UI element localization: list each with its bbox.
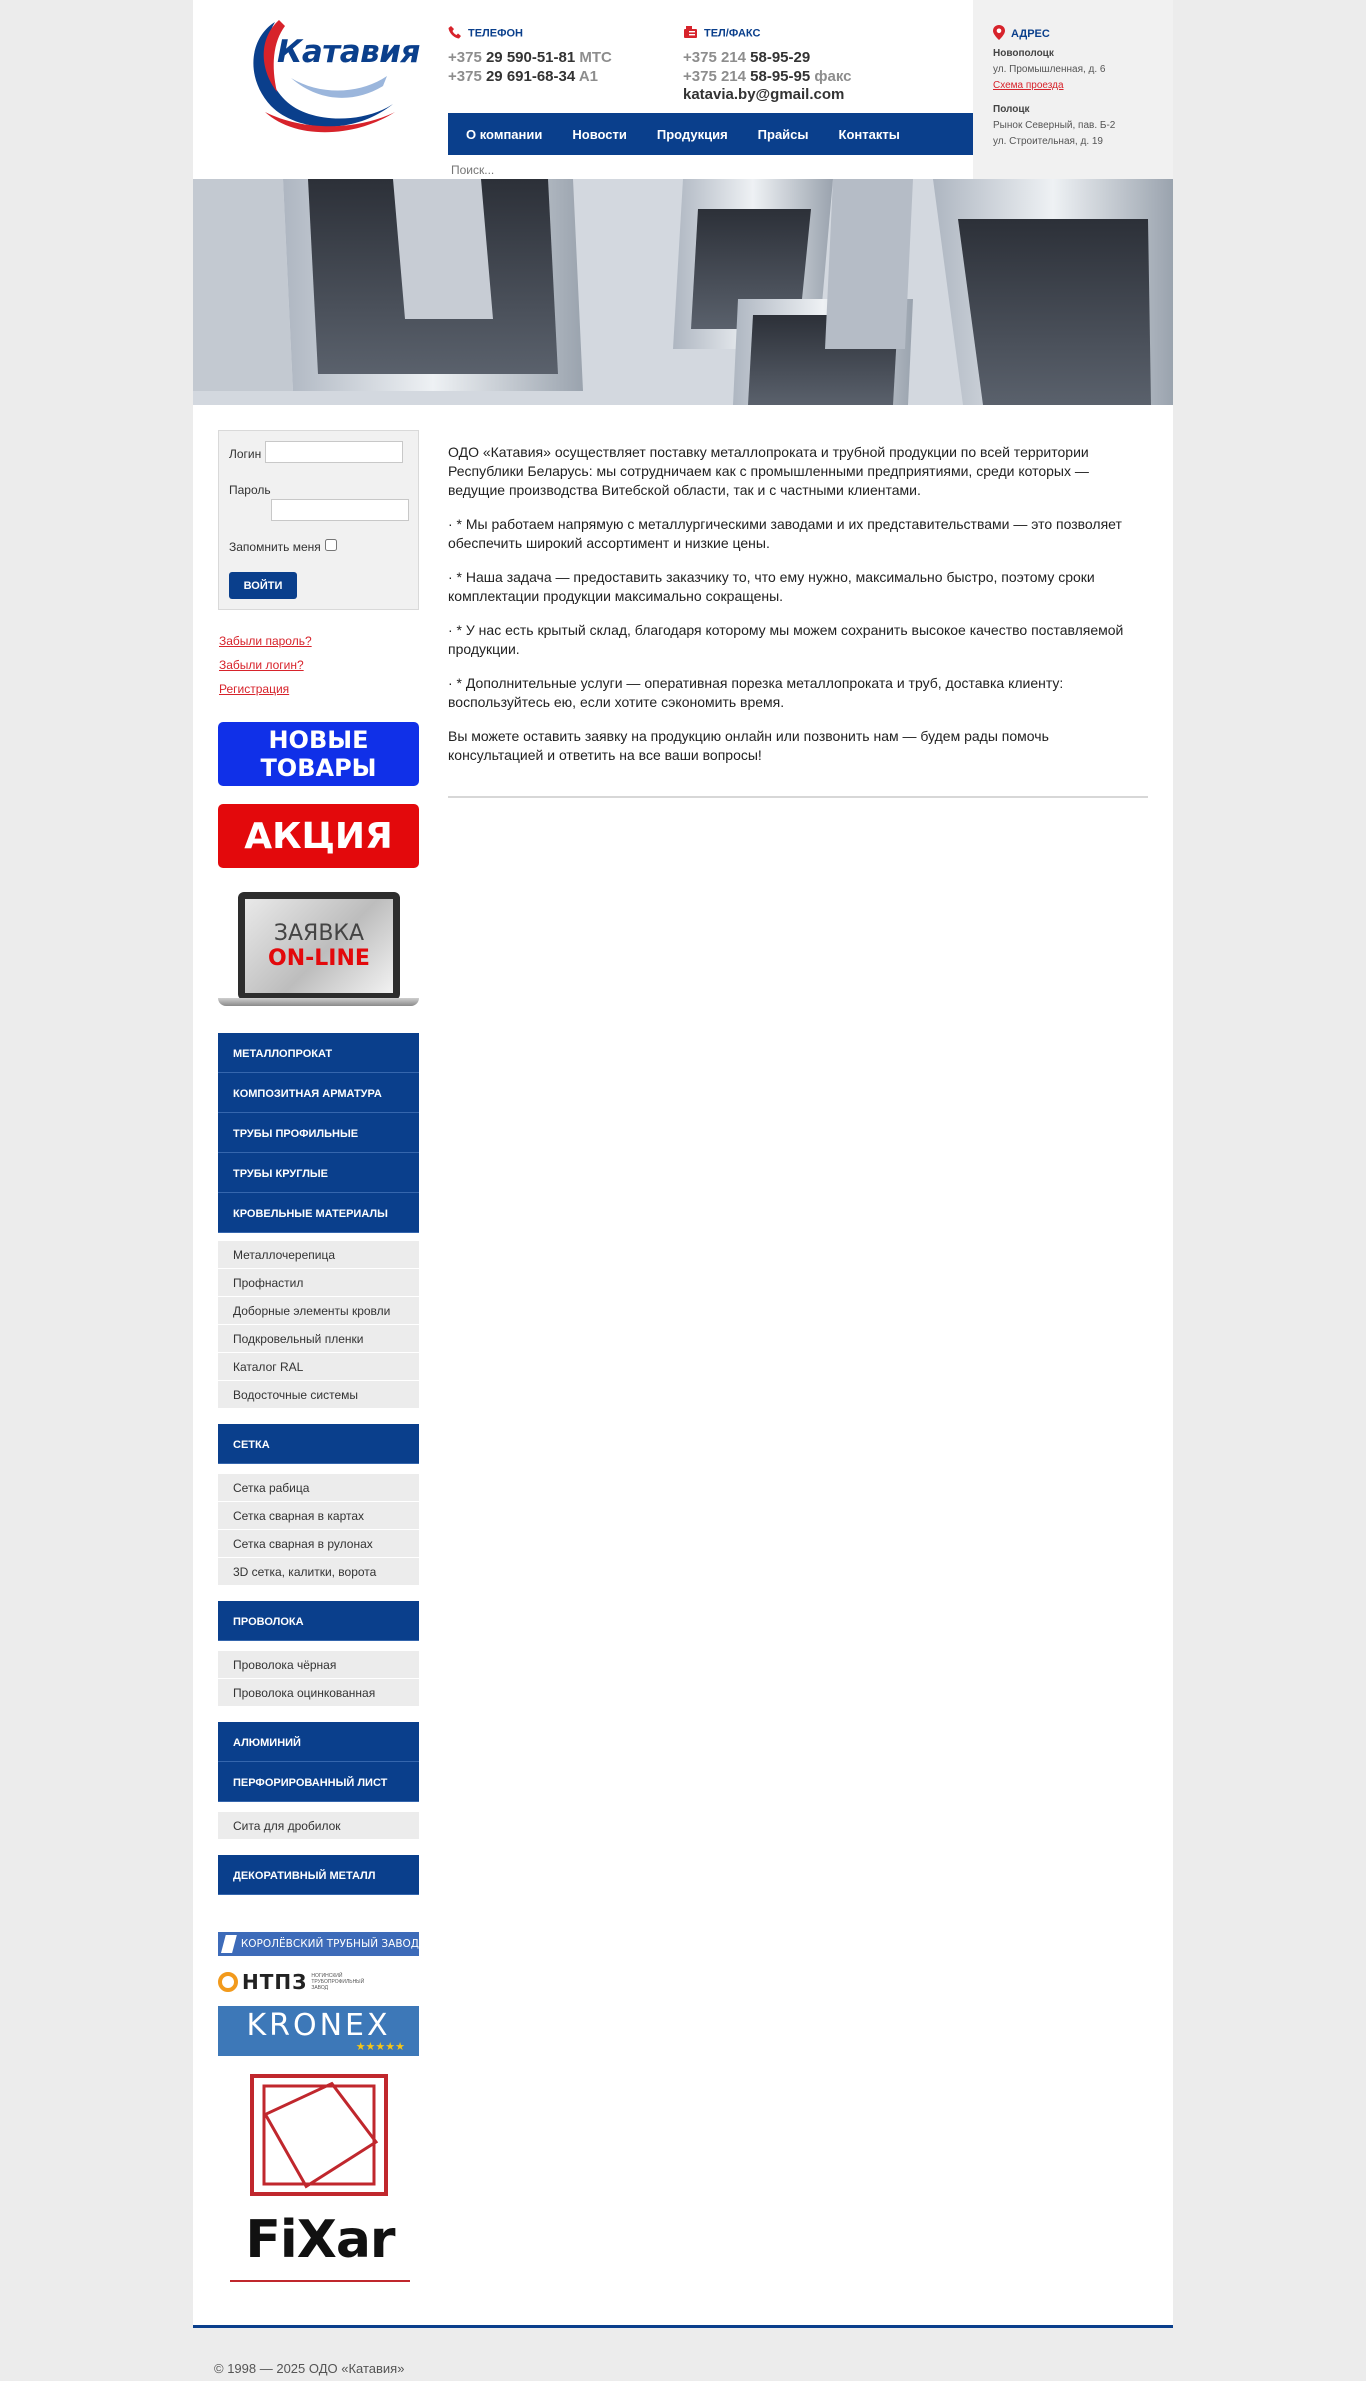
fixar-logo[interactable] xyxy=(218,2070,419,2290)
fixar-text: FiXar xyxy=(245,2210,395,2270)
remember-checkbox[interactable] xyxy=(325,539,337,551)
kronex-stars: ★★★★★ xyxy=(355,2040,405,2053)
ntpz-subtitle: НОГИНСКИЙ ТРУБОПРОФИЛЬНЫЙ ЗАВОД xyxy=(311,1973,365,1991)
online-line-2: ON-LINE xyxy=(268,946,370,971)
telfax-label: ТЕЛ/ФАКС xyxy=(704,27,761,40)
main-content xyxy=(448,443,1148,780)
submenu-item[interactable]: Проволока чёрная xyxy=(218,1651,419,1679)
address-street-2a: Рынок Северный, пав. Б-2 xyxy=(993,120,1116,131)
submenu-item[interactable]: Сетка сварная в картах xyxy=(218,1502,419,1530)
address-street-1: ул. Промышленная, д. 6 xyxy=(993,64,1106,75)
map-link[interactable]: Схема проезда xyxy=(993,80,1064,91)
submenu-item[interactable]: 3D сетка, калитки, ворота xyxy=(218,1558,419,1586)
address-label-row xyxy=(993,25,1050,43)
main-nav xyxy=(448,113,973,155)
address-label: АДРЕС xyxy=(1011,27,1050,40)
login-field[interactable] xyxy=(265,441,403,463)
nav-prices[interactable]: Прайсы xyxy=(757,126,809,142)
submenu-item[interactable]: Сита для дробилок xyxy=(218,1812,419,1840)
phone-operator: A1 xyxy=(578,68,599,85)
menu-roofing[interactable]: КРОВЕЛЬНЫЕ МАТЕРИАЛЫ xyxy=(218,1193,419,1233)
new-goods-line-2: ТОВАРЫ xyxy=(260,754,377,782)
phone-label-row xyxy=(448,25,612,42)
remember-label: Запомнить меня xyxy=(229,540,321,554)
content-divider xyxy=(448,796,1148,798)
telfax-prefix: +375 214 xyxy=(683,68,746,85)
phone-operator: МТС xyxy=(579,49,612,66)
submenu-item[interactable]: Водосточные системы xyxy=(218,1381,419,1409)
phone-line-a1[interactable] xyxy=(448,67,612,86)
login-form xyxy=(218,430,419,610)
telfax-prefix: +375 214 xyxy=(683,49,746,66)
fax-icon xyxy=(683,25,698,42)
address-block xyxy=(973,0,1173,179)
password-field[interactable] xyxy=(271,499,409,521)
phone-number: 29 590-51-81 xyxy=(485,49,576,66)
menu-perforated[interactable]: ПЕРФОРИРОВАННЫЙ ЛИСТ xyxy=(218,1762,419,1802)
submenu-item[interactable]: Металлочерепица xyxy=(218,1241,419,1269)
new-goods-line-1: НОВЫЕ xyxy=(268,726,369,754)
page-sheet xyxy=(193,0,1173,2328)
telfax-block xyxy=(683,25,852,103)
phone-number: 29 691-68-34 xyxy=(485,68,576,85)
register-link[interactable]: Регистрация xyxy=(219,682,290,696)
page xyxy=(193,0,1173,2381)
nav-news[interactable]: Новости xyxy=(572,126,627,142)
ntpz-logo[interactable] xyxy=(218,1970,419,1994)
fax-suffix: факс xyxy=(814,68,852,85)
online-line-1: ЗАЯВКА xyxy=(273,921,365,946)
phone-prefix: +375 xyxy=(448,68,482,85)
content-paragraph: · * Мы работаем напрямую с металлургическими заводами и их представительствами — это позволяет обеспечить широкий ассортимент и низкие цены. xyxy=(448,516,1122,551)
menu-composite-rebar[interactable]: КОМПОЗИТНАЯ АРМАТУРА xyxy=(218,1073,419,1113)
footer-divider xyxy=(193,2325,1173,2328)
content-paragraph: · * Наша задача — предоставить заказчику то, что ему нужно, максимально быстро, поэтому сроки комплектации продукции максимально сокращены. xyxy=(448,569,1095,604)
telfax-line-2[interactable] xyxy=(683,67,852,86)
hero-banner xyxy=(193,179,1173,405)
laptop-screen xyxy=(245,899,393,993)
kronex-logo[interactable] xyxy=(218,2006,419,2056)
nav-products[interactable]: Продукция xyxy=(656,126,728,142)
email-link[interactable]: katavia.by@gmail.com xyxy=(683,86,845,103)
ktz-text: КОРОЛЁВСКИЙ ТРУБНЫЙ ЗАВОД xyxy=(240,1938,419,1950)
menu-round-pipes[interactable]: ТРУБЫ КРУГЛЫЕ xyxy=(218,1153,419,1193)
kronex-text: KRONEX xyxy=(246,2007,391,2043)
menu-decorative-metal[interactable]: ДЕКОРАТИВНЫЙ МЕТАЛЛ xyxy=(218,1855,419,1895)
telfax-number: 58-95-29 xyxy=(750,49,811,66)
map-pin-icon xyxy=(993,25,1005,43)
address-street-2b: ул. Строительная, д. 19 xyxy=(993,136,1103,147)
menu-wire[interactable]: ПРОВОЛОКА xyxy=(218,1601,419,1641)
ktz-icon xyxy=(221,1935,237,1953)
menu-mesh[interactable]: СЕТКА xyxy=(218,1424,419,1464)
submenu-item[interactable]: Сетка сварная в рулонах xyxy=(218,1530,419,1558)
address-city-2: Полоцк xyxy=(993,104,1030,115)
address-city-1: Новополоцк xyxy=(993,48,1054,59)
menu-profile-pipes[interactable]: ТРУБЫ ПРОФИЛЬНЫЕ xyxy=(218,1113,419,1153)
ktz-logo[interactable] xyxy=(218,1932,419,1956)
telfax-label-row xyxy=(683,25,852,42)
phone-block xyxy=(448,25,612,86)
forgot-login-link[interactable]: Забыли логин? xyxy=(219,658,304,672)
submenu-item[interactable]: Каталог RAL xyxy=(218,1353,419,1381)
forgot-password-link[interactable]: Забыли пароль? xyxy=(219,634,312,648)
submenu-item[interactable]: Подкровельный пленки xyxy=(218,1325,419,1353)
sale-banner[interactable] xyxy=(218,804,419,868)
fixar-underline xyxy=(230,2280,410,2282)
site-logo[interactable] xyxy=(235,16,420,142)
telfax-line-1[interactable] xyxy=(683,48,852,67)
ntpz-text: НТПЗ xyxy=(242,1970,308,1994)
sale-text: АКЦИЯ xyxy=(244,815,393,857)
phone-icon xyxy=(448,25,462,42)
fixar-emblem-icon xyxy=(248,2072,390,2198)
content-paragraph: · * Дополнительные услуги — оперативная порезка металлопроката и труб, доставка клиенту: воспользуйтесь ею, если хотите сэкономить время. xyxy=(448,675,1064,710)
phone-prefix: +375 xyxy=(448,49,482,66)
submenu-item[interactable]: Доборные элементы кровли xyxy=(218,1297,419,1325)
password-label: Пароль xyxy=(229,483,271,497)
nav-about[interactable]: О компании xyxy=(466,126,543,142)
submenu-item[interactable]: Профнастил xyxy=(218,1269,419,1297)
telfax-number: 58-95-95 xyxy=(750,68,811,85)
ntpz-ring-icon xyxy=(218,1972,238,1992)
submenu-item[interactable]: Сетка рабица xyxy=(218,1474,419,1502)
online-order-banner[interactable] xyxy=(218,890,419,1007)
copyright: © 1998 — 2025 ОДО «Катавия» xyxy=(214,2361,405,2376)
login-button[interactable]: ВОЙТИ xyxy=(229,572,297,599)
menu-metalloprokat[interactable]: МЕТАЛЛОПРОКАТ xyxy=(218,1033,419,1073)
new-goods-banner[interactable] xyxy=(218,722,419,786)
search-input[interactable] xyxy=(448,155,973,179)
content-paragraph: · * У нас есть крытый склад, благодаря которому мы можем сохранить высокое качество поставляемой продукции. xyxy=(448,622,1124,657)
laptop-base xyxy=(218,998,419,1006)
closing-paragraph: Вы можете оставить заявку на продукцию онлайн или позвонить нам — будем рады помочь консультацией и ответить на все ваши вопросы! xyxy=(448,728,1049,763)
logo-text: Катавия xyxy=(277,34,420,70)
nav-contacts[interactable]: Контакты xyxy=(838,126,900,142)
login-label: Логин xyxy=(229,447,262,461)
intro-paragraph: ОДО «Катавия» осуществляет поставку металлопроката и трубной продукции по всей территории Республики Беларусь: мы сотрудничаем как с промышленными предприятиями, среди которых — ведущие производства Витебской области, так и с частными клиентами. xyxy=(448,444,1089,498)
phone-label: ТЕЛЕФОН xyxy=(468,27,523,40)
menu-aluminum[interactable]: АЛЮМИНИЙ xyxy=(218,1722,419,1762)
phone-line-mts[interactable] xyxy=(448,48,612,67)
submenu-item[interactable]: Проволока оцинкованная xyxy=(218,1679,419,1707)
